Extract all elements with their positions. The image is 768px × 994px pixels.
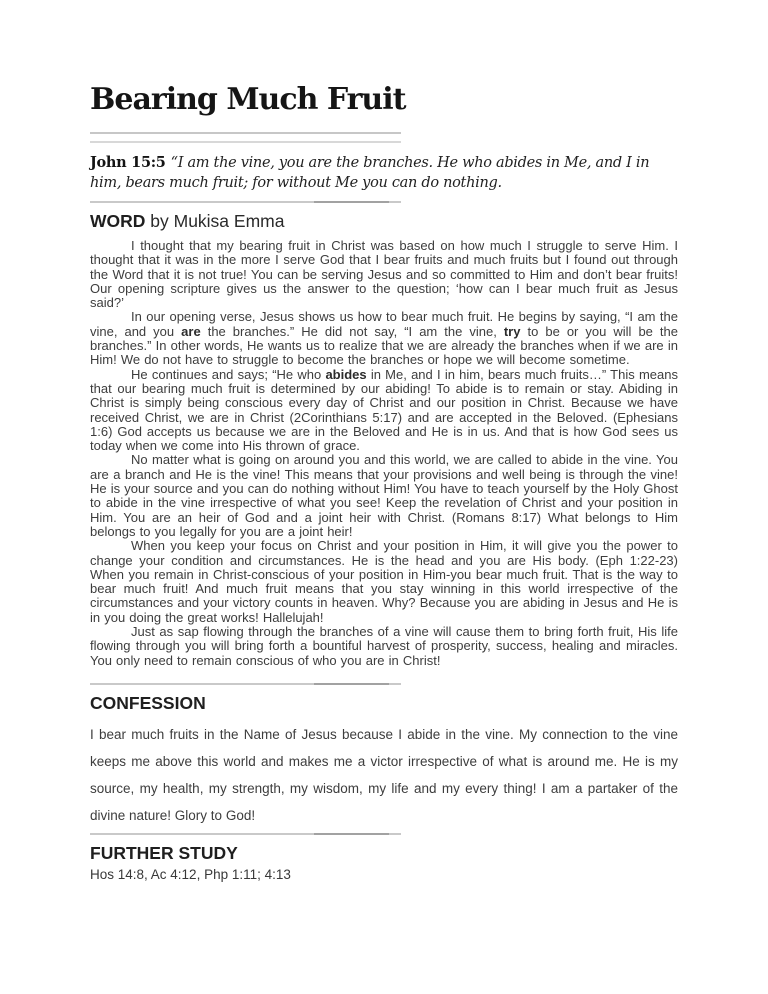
- confession-text: I bear much fruits in the Name of Jesus because I abide in the vine. My connection to the vine keeps me above this world and makes me a victor irrespective of what is around me. He is my source, my health, my strength, my wisdom, my life and my every thing! I am a partaker of the divine nature! Glory to God!: [90, 726, 678, 823]
- further-study-references: Hos 14:8, Ac 4:12, Php 1:11; 4:13: [90, 866, 291, 882]
- word-paragraph: He continues and says; “He who abides in Me, and I in him, bears much fruits…” This means that our bearing much fruit is determined by our abiding! To abide is to remain or stay. Abiding in Christ is simply being conscious every day of Christ and our position in Christ. Because we have received Christ, we are in Christ (2Corinthians 5:17) and are accepted in the Beloved. (Ephesians 1:6) God accepts us because we are in the Beloved and He is in us. And that is how God sees us today when we come into His thrown of grace.: [90, 366, 678, 454]
- verse-text: “I am the vine, you are the branches. He who abides in Me, and I in him, bears much fruit; for without Me you can do nothing.: [90, 155, 650, 191]
- word-paragraph: No matter what is going on around you and this world, we are called to abide in the vine. You are a branch and He is the vine! This means that your provisions and well being is through the vine! He is your source and you can do nothing without Him! You have to teach yourself by the Holy Ghost to abide in the vine irrespective of what you see! Keep the revelation of Christ and your position in Him. You are an heir of God and a joint heir with Christ. (Romans 8:17) What belongs to Him belongs to you legally for you are a joint heir!: [90, 452, 678, 539]
- word-paragraph: Just as sap flowing through the branches of a vine will cause them to bring forth fruit, His life flowing through you will bring forth a bountiful harvest of prosperity, success, healing and miracles. You only need to remain conscious of who you are in Christ!: [90, 624, 678, 668]
- word-paragraphs: [90, 239, 678, 668]
- scripture-verse: [90, 153, 678, 193]
- section-divider: [90, 683, 401, 685]
- section-divider: [90, 833, 401, 835]
- further-study-heading: FURTHER STUDY: [90, 842, 238, 863]
- word-heading-label: WORD: [90, 211, 146, 231]
- word-paragraph: When you keep your focus on Christ and your position in Him, it will give you the power to change your condition and circumstances. He is the head and you are His body. (Eph 1:22-23) When you remain in Christ-conscious of your position in Him-you bear much fruit. That is the way to bear much fruit! And much fruit means that you stay winning in this world irrespective of the circumstances and your victory counts in heaven. Why? Because you are abiding in Jesus and He is in you doing the great works! Hallelujah!: [90, 538, 678, 625]
- page-title: Bearing Much Fruit: [90, 82, 406, 117]
- confession-heading: CONFESSION: [90, 692, 206, 713]
- section-divider: [90, 201, 401, 203]
- word-paragraph: In our opening verse, Jesus shows us how to bear much fruit. He begins by saying, “I am the vine, and you are the branches.” He did not say, “I am the vine, try to be or you will be the branches.” In other words, He wants us to realize that we are already the branches when if we are in Him! We do not have to struggle to become the branches or hope we will become sometime.: [90, 309, 678, 368]
- word-heading: [90, 211, 678, 232]
- word-byline: by Mukisa Emma: [145, 211, 285, 231]
- divider-line: [90, 141, 401, 143]
- divider-line: [90, 132, 401, 134]
- verse-reference: John 15:5: [90, 154, 166, 171]
- title-divider: [90, 132, 401, 143]
- word-paragraph: I thought that my bearing fruit in Christ was based on how much I struggle to serve Him. I thought that it was in the more I serve God that I bear fruits and much fruits but I found out through the Word that it is not true! You can be serving Jesus and so committed to Him and don’t bear fruits! Our opening scripture gives us the answer to the question; ‘how can I bear much fruit as Jesus said?’: [90, 238, 678, 311]
